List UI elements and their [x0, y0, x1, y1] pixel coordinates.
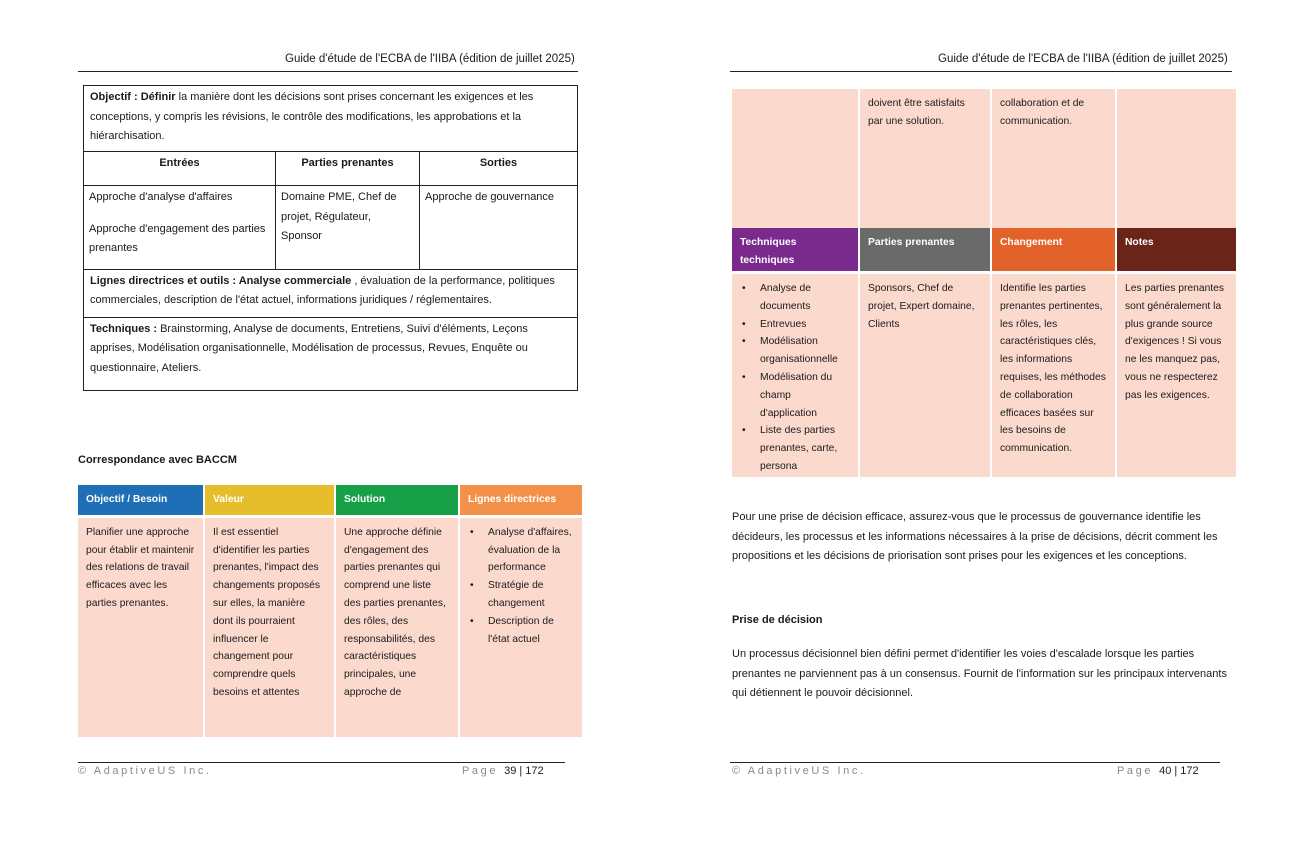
list-item: • Stratégie de changement	[468, 577, 574, 613]
section-title-prise-de-decision: Prise de décision	[732, 614, 823, 626]
cell-objectif-besoin: Planifier une approche pour établir et maintenir des relations de travail efficaces avec les parties prenantes.	[78, 515, 205, 737]
objective-text: la manière dont les décisions sont prises concernant les exigences et les conceptions, y compris les révisions, le contrôle des modifications, les approbations et la hiérarchisation.	[90, 91, 534, 142]
techniques-label: Techniques :	[90, 322, 158, 335]
footer-page-number	[462, 765, 544, 777]
footer-company: © AdaptiveUS Inc.	[732, 765, 866, 777]
column-header-outputs: Sorties	[419, 152, 577, 186]
list-item: • Modélisation du champ d'application	[740, 369, 850, 422]
governance-paragraph: Pour une prise de décision efficace, assurez-vous que le processus de gouvernance identifie les décideurs, les processus et les informations nécessaires à la prise de décisions, décrit comment les propositions et les décisions de priorisation sont prises pour les exigences et les conceptions.	[732, 511, 1218, 562]
stakeholder-mapping-table	[732, 89, 1236, 477]
cell-lignes-directrices	[460, 515, 582, 737]
footer-page-value: 40 | 172	[1159, 765, 1199, 777]
cell-solution: Une approche définie d'engagement des parties prenantes qui comprend une liste des parties prenantes, des rôles, des responsabilités, des caractéristiques principales, une approche de	[336, 515, 460, 737]
guidelines-text: , évaluation de la performance, politiques commerciales, description de l'état actuel, informations juridiques / réglementaires.	[90, 274, 555, 306]
header-notes: Notes	[1117, 228, 1236, 271]
footer-page-number	[1117, 765, 1199, 777]
column-header-inputs: Entrées	[159, 156, 200, 169]
techniques-list	[740, 280, 850, 476]
guidelines-list	[468, 524, 574, 649]
footer-company: © AdaptiveUS Inc.	[78, 765, 212, 777]
running-header: Guide d'étude de l'ECBA de l'IIBA (édition de juillet 2025)	[938, 53, 1228, 65]
header-valeur: Valeur	[205, 485, 336, 515]
columns-body-row	[84, 186, 577, 270]
columns-header-row	[84, 152, 577, 187]
section-title-baccm: Correspondance avec BACCM	[78, 454, 237, 466]
cell-continued-notes	[1117, 89, 1236, 228]
task-summary-table	[83, 85, 578, 391]
guidelines-label: Lignes directrices et outils : Analyse commerciale	[90, 274, 352, 287]
cell-techniques	[732, 271, 860, 477]
cell-continued-changement: collaboration et de communication.	[992, 89, 1117, 228]
guidelines-row	[84, 270, 577, 318]
inputs-cell	[84, 186, 275, 269]
list-item: • Analyse d'affaires, évaluation de la performance	[468, 524, 574, 577]
cell-notes: Les parties prenantes sont généralement la plus grande source d'exigences ! Si vous ne les manquez pas, vous ne respecterez pas les exigences.	[1117, 271, 1236, 477]
outputs-cell: Approche de gouvernance	[419, 186, 577, 269]
cell-parties-prenantes: Sponsors, Chef de projet, Expert domaine, Clients	[860, 271, 992, 477]
header-techniques: Techniques techniques	[732, 228, 860, 271]
header-changement: Changement	[992, 228, 1117, 271]
list-item: • Description de l'état actuel	[468, 613, 574, 649]
header-rule	[78, 71, 578, 72]
objective-row	[84, 86, 577, 152]
cell-valeur: Il est essentiel d'identifier les parties prenantes, l'impact des changements proposés sur elles, la manière dont ils pourraient influencer le changement pour comprendre quels besoins et attentes	[205, 515, 336, 737]
cell-changement: Identifie les parties prenantes pertinentes, les rôles, les caractéristiques clés, les informations requises, les méthodes de collaboration efficaces basées sur les besoins de communication.	[992, 271, 1117, 477]
header-lignes-directrices: Lignes directrices	[460, 485, 582, 515]
footer-rule	[78, 762, 565, 763]
footer-rule	[730, 762, 1220, 763]
header-solution: Solution	[336, 485, 460, 515]
footer-page-value: 39 | 172	[504, 765, 544, 777]
baccm-table	[78, 485, 582, 737]
stakeholders-cell: Domaine PME, Chef de projet, Régulateur, Sponsor	[275, 186, 419, 269]
header-rule	[730, 71, 1232, 72]
column-header-stakeholders: Parties prenantes	[275, 152, 419, 186]
list-item: • Analyse de documents	[740, 280, 850, 316]
input-item: Approche d'analyse d'affaires	[89, 191, 233, 203]
list-item: • Modélisation organisationnelle	[740, 333, 850, 369]
footer-page-label: Page	[1117, 765, 1154, 777]
page-40	[655, 0, 1310, 847]
decision-paragraph: Un processus décisionnel bien défini permet d'identifier les voies d'escalade lorsque les parties prenantes ne parviennent pas à un consensus. Fournit de l'information sur les principaux intervenants qui détiennent le pouvoir décisionnel.	[732, 648, 1227, 699]
cell-continued-parties: doivent être satisfaits par une solution.	[860, 89, 992, 228]
techniques-row	[84, 318, 577, 391]
footer-page-label: Page	[462, 765, 499, 777]
list-item: • Entrevues	[740, 316, 850, 334]
techniques-text: Brainstorming, Analyse de documents, Entretiens, Suivi d'éléments, Leçons apprises, Modélisation organisationnelle, Modélisation de processus, Revues, Enquête ou questionnaire, Ateliers.	[90, 322, 528, 374]
header-objectif-besoin: Objectif / Besoin	[78, 485, 205, 515]
input-item: Approche d'engagement des parties prenantes	[89, 222, 266, 254]
list-item: • Liste des parties prenantes, carte, persona	[740, 422, 850, 475]
running-header: Guide d'étude de l'ECBA de l'IIBA (édition de juillet 2025)	[285, 53, 575, 65]
cell-continued-techniques	[732, 89, 860, 228]
header-parties-prenantes: Parties prenantes	[860, 228, 992, 271]
objective-label: Objectif : Définir	[90, 91, 176, 103]
